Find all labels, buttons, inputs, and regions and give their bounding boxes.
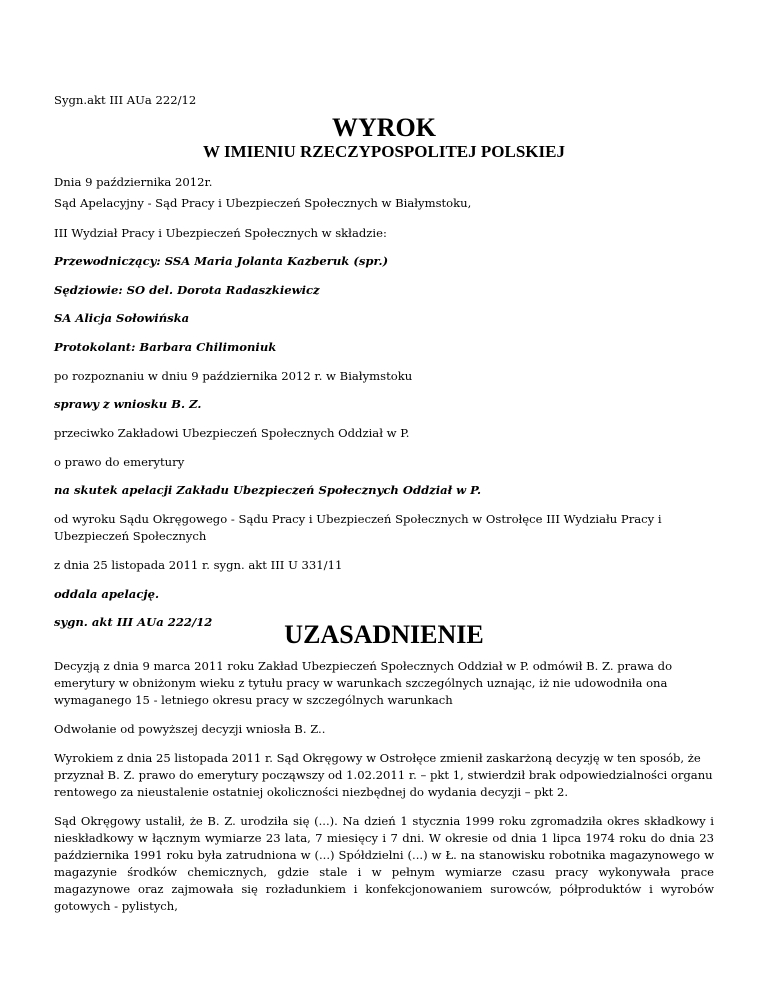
court-name: Sąd Apelacyjny - Sąd Pracy i Ubezpieczeń Społecznych w Białymstoku, bbox=[54, 196, 472, 210]
case-subject: o prawo do emerytury bbox=[54, 455, 185, 469]
court-clerk: Protokolant: Barbara Chilimoniuk bbox=[54, 340, 277, 354]
justification-paragraph-3: Wyrokiem z dnia 25 listopada 2011 r. Sąd Okręgowy w Ostrołęce zmienił zaskarżoną decyzję w ten sposób, że przyznał B. Z. prawo do emerytury począwszy od 1.02.2011 r. – pkt 1, stwierdził brak odpowiedzialności organu rentowego za nieustalenie ostatniej okoliczności niezbędnej do wydania decyzji – pkt 2. bbox=[54, 751, 713, 799]
verdict-date: Dnia 9 października 2012r. bbox=[54, 175, 213, 189]
appeal-info: na skutek apelacji Zakładu Ubezpieczeń Społecznych Oddział w P. bbox=[54, 483, 482, 497]
case-signature-second: sygn. akt III AUa 222/12 bbox=[54, 615, 213, 629]
justification-title: UZASADNIENIE bbox=[284, 620, 484, 649]
case-description: sprawy z wniosku B. Z. bbox=[54, 397, 202, 411]
court-division: III Wydział Pracy i Ubezpieczeń Społecznych w składzie: bbox=[54, 226, 387, 240]
presiding-judge: Przewodniczący: SSA Maria Jolanta Kazberuk (spr.) bbox=[54, 254, 389, 268]
judgment-date: z dnia 25 listopada 2011 r. sygn. akt III U 331/11 bbox=[54, 558, 343, 572]
appealed-judgment: od wyroku Sądu Okręgowego - Sądu Pracy i Ubezpieczeń Społecznych w Ostrołęce III Wydziału Pracy i Ubezpieczeń Społecznych bbox=[54, 512, 662, 543]
respondent: przeciwko Zakładowi Ubezpieczeń Społecznych Oddział w P. bbox=[54, 426, 410, 440]
justification-paragraph-1: Decyzją z dnia 9 marca 2011 roku Zakład Ubezpieczeń Społecznych Oddział w P. odmówił B. Z. prawa do emerytury w obniżonym wieku z tytułu pracy w warunkach szczególnych uznając, iż nie udowodniła ona wymaganego 15 - letniego okresu pracy w szczególnych warunkach bbox=[54, 659, 673, 707]
hearing-info: po rozpoznaniu w dniu 9 października 2012 r. w Białymstoku bbox=[54, 369, 413, 383]
judge-second: SA Alicja Sołowińska bbox=[54, 311, 190, 325]
justification-paragraph-4: Sąd Okręgowy ustalił, że B. Z. urodziła się (...). Na dzień 1 stycznia 1999 roku zgromadziła okres składkowy i nieskładkowy w łącznym wymiarze 23 lata, 7 miesięcy i 7 dni. W okresie od dnia 1 lipca 1974 roku do dnia 23 października 1991 roku była zatrudniona w (...) Spółdzielni (...) w Ł. na stanowisku robotnika magazynowego w magazynie środków chemicznych, gdzie stale i w pełnym wymiarze czasu pracy wykonywała prace magazynowe oraz zajmowała się rozładunkiem i konfekcjonowaniem surowców, półproduktów i wyrobów gotowych - pylistych, bbox=[54, 814, 714, 913]
document-subtitle: W IMIENIU RZECZYPOSPOLITEJ POLSKIEJ bbox=[203, 142, 565, 161]
justification-paragraph-2: Odwołanie od powyższej decyzji wniosła B. Z.. bbox=[54, 722, 326, 736]
judges: Sędziowie: SO del. Dorota Radaszkiewicz bbox=[54, 283, 320, 297]
case-signature: Sygn.akt III AUa 222/12 bbox=[54, 93, 197, 107]
document-title: WYROK bbox=[332, 113, 436, 142]
ruling: oddala apelację. bbox=[54, 587, 159, 601]
